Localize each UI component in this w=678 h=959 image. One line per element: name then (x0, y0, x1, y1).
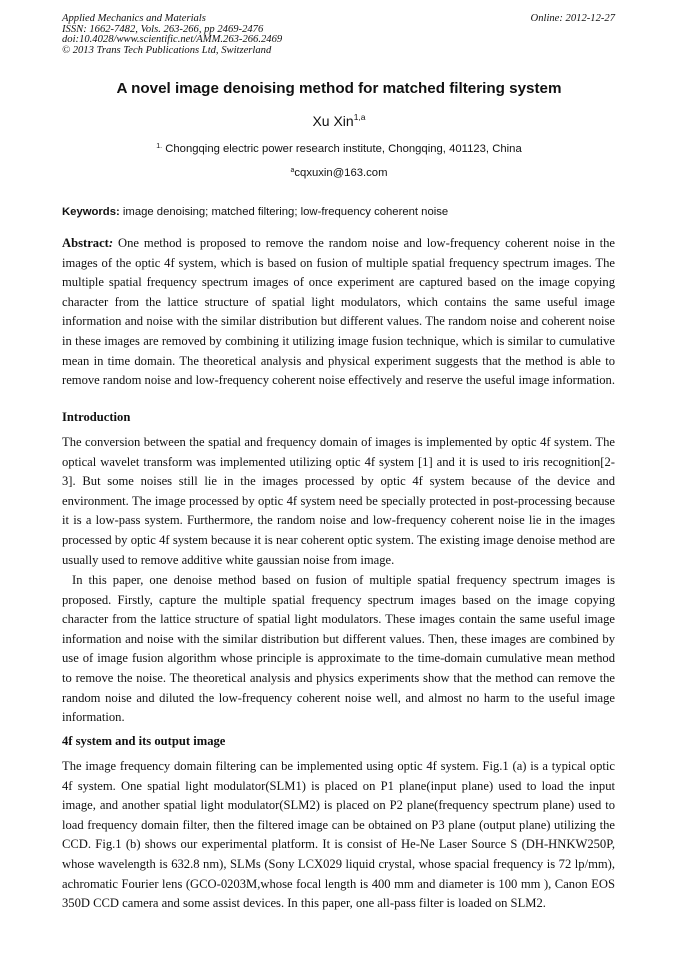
paper-title: A novel image denoising method for matched filtering system (116, 80, 562, 97)
online-date: Online: 2012-12-27 (530, 13, 615, 24)
section-heading-4f-system: 4f system and its output image (62, 734, 226, 748)
abstract (62, 234, 615, 391)
email-superscript: a (290, 167, 295, 174)
affiliation-line (0, 143, 678, 155)
email-address[interactable]: cqxuxin@163.com (294, 167, 388, 179)
abstract-label: Abstract: (62, 236, 114, 250)
journal-header (62, 14, 615, 56)
keywords-text: image denoising; matched filtering; low-frequency coherent noise (119, 206, 449, 218)
author-line (0, 112, 678, 129)
author-name: Xu Xin (312, 113, 354, 129)
affiliation-text: Chongqing electric power research institute, Chongqing, 401123, China (162, 143, 522, 155)
section-heading-introduction: Introduction (62, 410, 131, 424)
email-line (0, 167, 678, 179)
journal-name: Applied Mechanics and Materials (62, 13, 206, 24)
doi-line: doi:10.4028/www.scientific.net/AMM.263-266.2469 (62, 34, 283, 46)
copyright-line: © 2013 Trans Tech Publications Ltd, Switzerland (62, 44, 272, 56)
issn-line: ISSN: 1662-7482, Vols. 263-266, pp 2469-2476 (62, 23, 264, 35)
intro-paragraph-2: In this paper, one denoise method based on fusion of multiple spatial frequency spectrum images is proposed. Firstly, capture the multiple spatial frequency spectrum images based on the image copying character from the lattice structure of spatial light modulators. These images contain the same useful image information and noise with the similar distribution but different values. Then, these images are combined by use of image fusion algorithm whose principle is approximate to the time-domain cumulative mean method to remove the noise. The theoretical analysis and physics experiments show that the method can remove the random noise and diluted the low-frequency coherent noise well, and almost no harm to the useful image information. (62, 573, 615, 725)
4f-paragraph-1: The image frequency domain filtering can be implemented using optic 4f system. Fig.1 (a) is a typical optic 4f system. One spatial light modulator(SLM1) is placed on P1 plane(input plane) used to load the input image, and another spatial light modulator(SLM2) is placed on P2 plane(frequency spectrum plane) used to load frequency domain filter, then the filtered image can be obtained on P3 plane (output plane) utilizing the CCD. Fig.1 (b) shows our experimental platform. It is consist of He-Ne Laser Source S (DH-HNKW250P, whose wavelength is 632.8 nm), SLMs (Sony LCX029 liquid crystal, whose spacial frequency is 72 lp/mm), achromatic Fourier lens (GCO-0203M,whose focal length is 400 mm and diameter is 100 mm ), Canon EOS 350D CCD camera and some assist devices. In this paper, one all-pass filter is loaded on SLM2. (62, 759, 615, 911)
author-superscript: 1,a (353, 112, 366, 122)
keywords-label: Keywords: (62, 206, 120, 218)
keywords (62, 206, 615, 218)
abstract-text: One method is proposed to remove the random noise and low-frequency coherent noise in the images of the optic 4f system, which is based on fusion of multiple spatial frequency spectrum images. The multiple spatial frequency spectrum images of once experiment are captured based on the image copying character from the lattice structure of spatial light modulators, which contains the same useful image information and noise with the similar distribution but different values. The random noise and coherent noise in these images are removed by combining it utilizing image fusion technique, which is similar to cumulative mean in time domain. The theoretical analysis and physical experiment suggests that the method is able to remove random noise and low-frequency coherent noise effectively and reserve the useful image information. (62, 236, 615, 388)
intro-paragraph-1: The conversion between the spatial and frequency domain of images is implemented by optic 4f system. The optical wavelet transform was implemented utilizing optic 4f system [1] and it is used to iris recognition[2-3]. But some noises still lie in the images processed by optic 4f system because of the device and environment. The image processed by optic 4f system need be specially protected in post-processing because it is a low-pass system. Furthermore, the random noise and low-frequency coherent noise lie in the images processed by optic 4f system because it is near coherent optic system. The existing image denoise method are usually used to remove additive white gaussian noise from image. (62, 435, 615, 567)
affiliation-superscript: 1. (156, 143, 163, 150)
